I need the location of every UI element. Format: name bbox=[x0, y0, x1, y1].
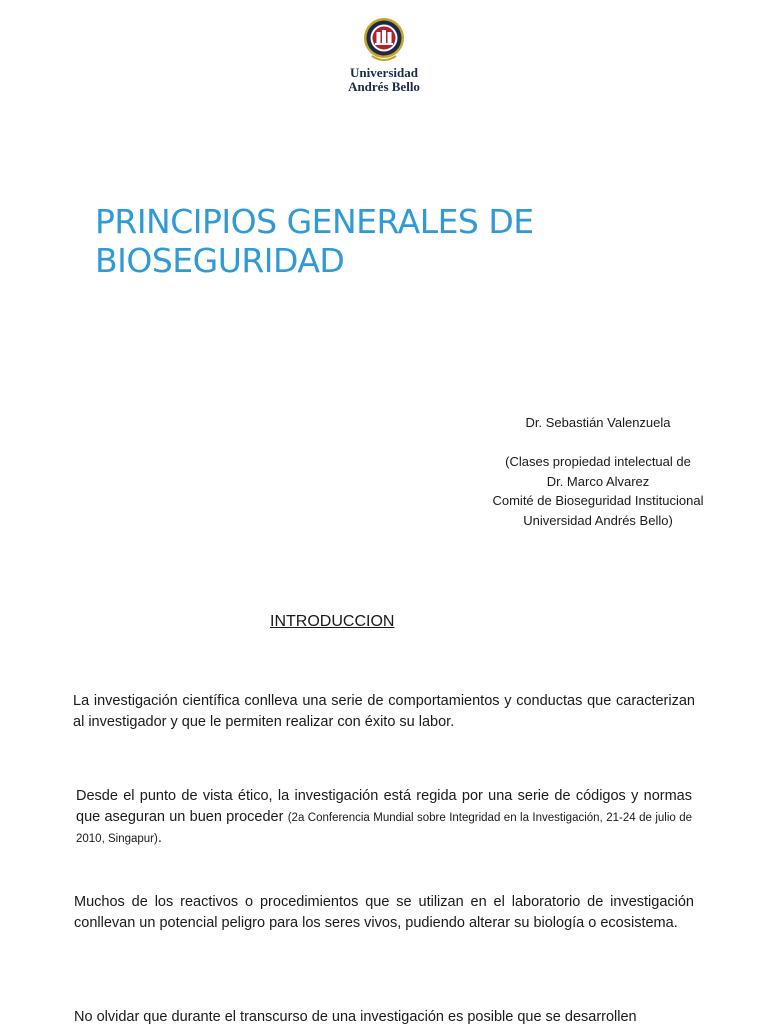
paragraph-2-end: . bbox=[157, 830, 162, 846]
document-title bbox=[95, 202, 655, 280]
author-name: Dr. Sebastián Valenzuela bbox=[525, 415, 671, 430]
title-line-2: BIOSEGURIDAD bbox=[95, 241, 345, 280]
university-seal-icon bbox=[362, 16, 406, 66]
section-heading: INTRODUCCION bbox=[270, 613, 395, 630]
paragraph-1: La investigación científica conlleva una serie de comportamientos y conductas que caracterizan al investigador y que le permiten realizar con éxito su labor. bbox=[73, 693, 695, 730]
logo-text-line-1: Universidad bbox=[350, 65, 418, 80]
paragraph-3: Muchos de los reactivos o procedimientos que se utilizan en el laboratorio de investigación conllevan un potencial peligro para los seres vivos, pudiendo alterar su biología o ecosistema. bbox=[74, 894, 694, 931]
credits-line: Universidad Andrés Bello) bbox=[523, 512, 673, 528]
author-block bbox=[470, 413, 726, 433]
credits-block bbox=[470, 452, 726, 530]
logo-text-line-2: Andrés Bello bbox=[348, 79, 420, 94]
paragraph-2 bbox=[76, 786, 692, 850]
paragraph-2-citation: (2a Conferencia Mundial sobre Integridad en la Investigación, 21-24 de julio de 2010, Singapur) bbox=[76, 811, 693, 845]
credits-line: Dr. Marco Alvarez bbox=[546, 473, 650, 489]
credits-line: Comité de Bioseguridad Institucional bbox=[492, 493, 704, 508]
title-line-1: PRINCIPIOS GENERALES DE bbox=[95, 202, 534, 241]
credits-line: (Clases propiedad intelectual de bbox=[505, 454, 691, 469]
university-logo bbox=[334, 16, 434, 94]
paragraph-2-main: Desde el punto de vista ético, la investigación está regida por una serie de códigos y normas que aseguran un buen proceder bbox=[76, 788, 692, 825]
paragraph-4: No olvidar que durante el transcurso de una investigación es posible que se desarrollen bbox=[74, 1009, 637, 1024]
